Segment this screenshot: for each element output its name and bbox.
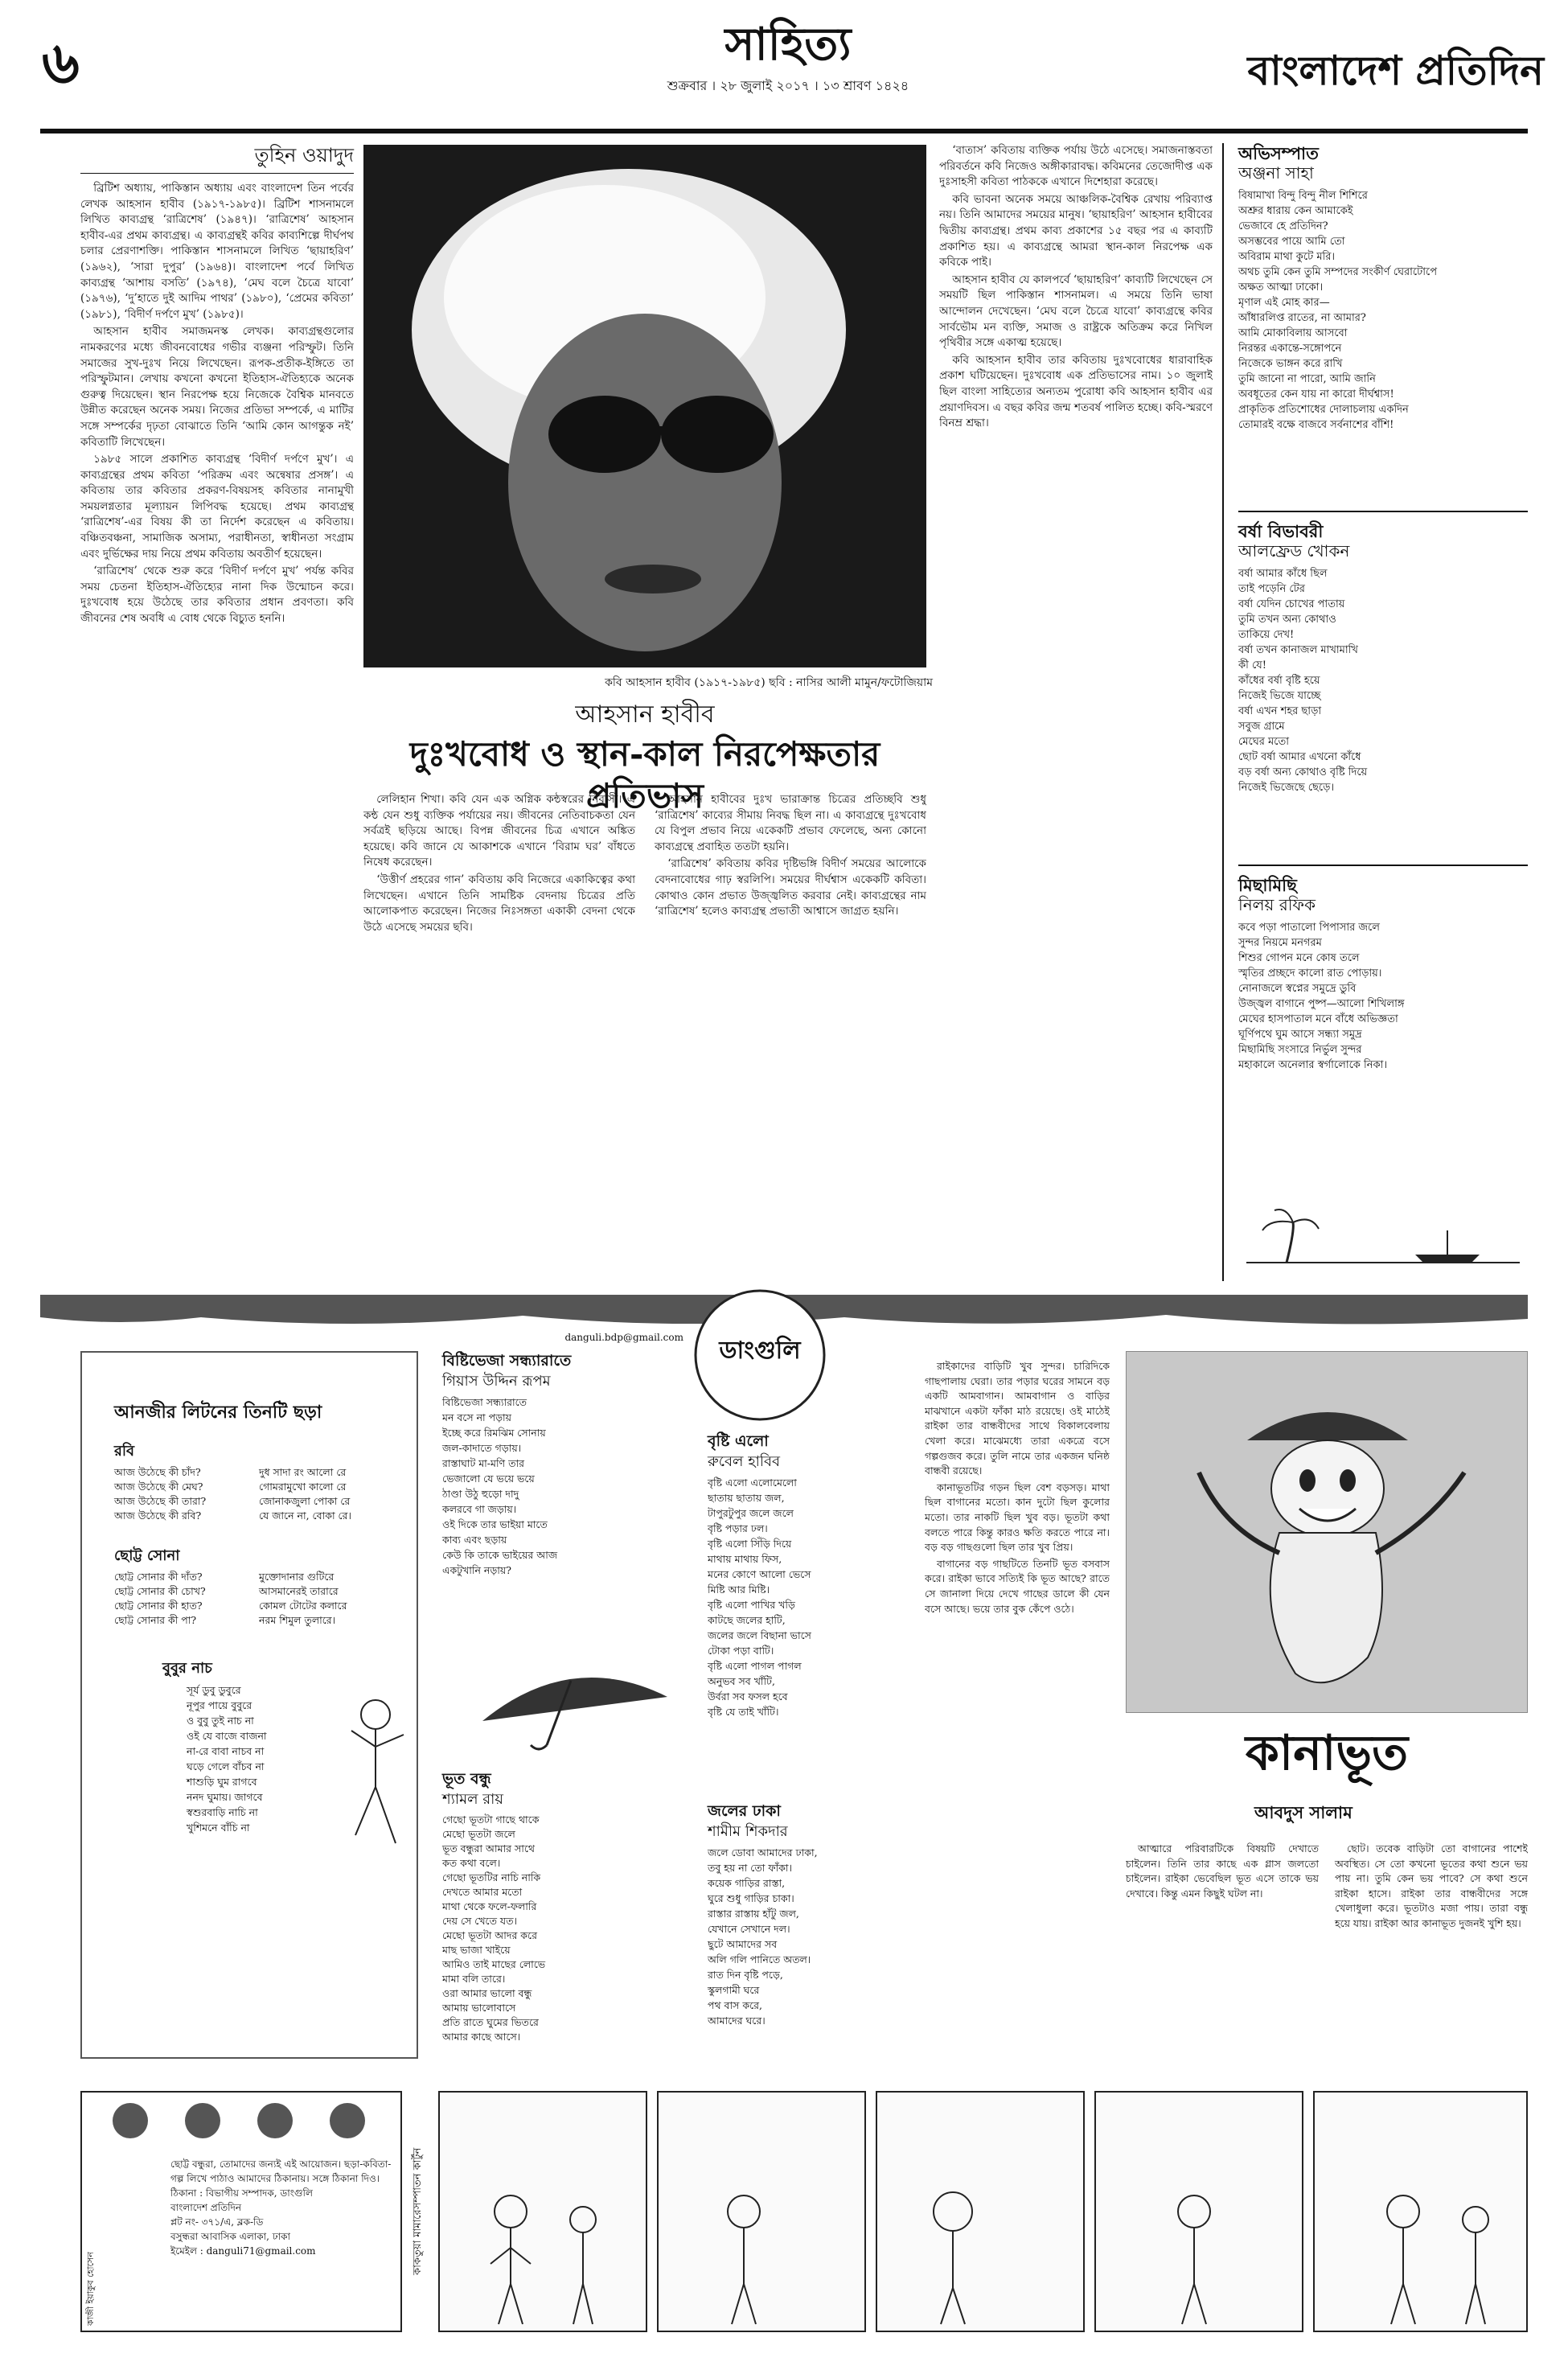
poet-photo <box>363 145 926 667</box>
poem-three-rhymes <box>80 1351 418 2059</box>
paragraph: ব্রিটিশ অধ্যায়, পাকিস্তান অধ্যায় এবং বাংলাদেশ তিন পর্বের লেখক আহসান হাবীব (১৯১৭-১৯৮৫)। ব্রিটিশ শাসনামলে লিখিত কাব্যগ্রন্থ ‘রাত্রিশেষ’ (১৯৪৭)। ‘রাত্রিশেষ’ আহসান হাবীব-এর প্রথম কাব্যগ্রন্থ। এ কাব্যগ্রন্থই কবির কাব্যশিল্পে দীর্ঘপথ চলার প্রেরণাশক্তি। পাকিস্তান শাসনামলে লিখিত ‘ছায়াহরিণ’ (১৯৬২), ‘সারা দুপুর’ (১৯৬৪)। বাংলাদেশ পর্বে লিখিত কাব্যগ্রন্থ ‘আশায় বসতি’ (১৯৭৪), ‘মেঘ বলে চৈত্রে যাবো’ (১৯৭৬), ‘দু’হাতে দুই আদিম পাথর’ (১৯৮০), ‘প্রেমের কবিতা’ (১৯৮১), ‘বিদীর্ণ দর্পণে মুখ’ (১৯৮৫)। <box>80 182 354 321</box>
paragraph: আহসান হাবীব সমাজমনস্ক লেখক। কাব্যগ্রন্থগুলোর নামকরণের মধ্যে জীবনবোধের গভীর ব্যঞ্জনা পরিস্ফুট। তিনি সমাজের সুখ-দুঃখ নিয়ে লিখেছেন। রূপক-প্রতীক-ইঙ্গিতে তা পরিস্ফুটমান। লেখায় কখনো কখনো ইতিহাস-ঐতিহ্যকে অনেক গুরুত্ব দিয়েছেন। স্থান নিরপেক্ষ হয়ে নিজেকে বৈশ্বিক মানবতে উন্নীত করেছেন অনেক সময়। নিজের প্রতিভা সম্পর্কে, এ মাটির সঙ্গে সম্পর্কের দৃঢ়তা বোঝাতে তিনি ‘আমি কোন আগন্তুক নই’ কবিতাটি লিখেছেন। <box>80 325 354 449</box>
paragraph: রাইকাদের বাড়িটি খুব সুন্দর। চারিদিকে গাছপালায় ঘেরা। তার পড়ার ঘরের সামনে বড় একটি আমবাগান। আমবাগান ও বাড়ির মাঝখানে একটা ফাঁকা মাঠ রয়েছে। ওই মাঠেই রাইকা তার বান্ধবীদের সাথে বিকালবেলায় খেলা করে। মাঝেমধ্যে তারা একত্রে বসে গল্পগুজব করে। তুলি নামে তার একজন ঘনিষ্ঠ বান্ধবী রয়েছে। <box>925 1360 1110 1477</box>
poem-author: রুবেল হাবিব <box>708 1453 781 1470</box>
rhyme-text: মুক্তোদানার গুটিরে আসমানেরই তারারে কোমল টোটের কলারে নরম শিমুল তুলারে। <box>259 1571 347 1626</box>
cartoon-strip-label: কাকতুয়া মামারেসম্পাতন কার্টুন <box>412 2147 424 2276</box>
poem-text: বিষ্টিভেজা সন্ধ্যারাতে মন বসে না পড়ায় ইচ্ছে করে রিমঝিম সোনায় জল-কাদাতে গড়ায়। রাস্তাঘাট মা-মণি তার ভেজালো যে ভয়ে ভয়ে ঠাণ্ডা উঠু হুড়ো দাদু কলরবে গা জড়ায়। ওই দিকে তার ভাইয়া মাতে কাব্য এবং ছড়ায় কেউ কি তাকে ভাইয়ের আজ একটুখানি নড়ায়? <box>442 1396 558 1576</box>
kids-email: danguli.bdp@gmail.com <box>564 1332 683 1343</box>
poem-text: বর্ষা আমার কাঁধে ছিল তাই পড়েনি টের বর্ষা যেদিন চোখের পাতায় তুমি তখন অন্য কোথাও তাকিয়ে দেখ! বর্ষা তখন কানাজল মাখামাখি কী যে! কাঁধের বর্ষা বৃষ্টি হয়ে নিজেই ভিজে যাচ্ছে বর্ষা এখন শহর ছাড়া সবুজ গ্রামে মেঘের মতো ছোট বর্ষা আমার এখনো কাঁধে বড় বর্ষা অন্য কোথাও বৃষ্টি দিয়ে নিজেই ভিজেছে ছেড়ে। <box>1238 568 1368 794</box>
poem-author: নিলয় রফিক <box>1238 895 1316 914</box>
paragraph: আত্মারে পরিবারটিকে বিষয়টি দেখাতে চাইলেন। তিনি তার কাছে এক গ্লাস জলতো চাইলেন। রাইকা ভেবেছিল ভূত এসে তাকে ভয় দেখাবে। কিন্তু এমন কিছুই ঘটল না। <box>1126 1842 1319 1900</box>
rhyme-text: আজ উঠেছে কী চাঁদ? আজ উঠেছে কী মেঘ? আজ উঠেছে কী তারা? আজ উঠেছে কী রবি? <box>114 1466 207 1522</box>
poem-text: কবে পড়া পাতালো পিপাসার জলে সুন্দর নিয়মে মনগরম শিশুর গোপন মনে কোষ তলে স্মৃতির প্রচ্ছদে কালো রাত পোড়ায়। নোনাজলে স্বপ্নের সমুদ্রে ডুবি উজ্জ্বল বাগানে পুষ্প—আলো শিখিলাঙ্গ মেঘের হাসপাতাল মনে বাঁধে অভিজ্ঞতা ঘূর্ণিপথে ঘুম আসে সন্ধ্যা সমুদ্র মিছামিছি সংসারে নির্ভুল সুন্দর মহাকালে অনেলার স্বর্গালোকে নিকা। <box>1238 922 1405 1071</box>
masthead-rule <box>40 129 1528 133</box>
paragraph: ‘রাত্রিশেষ’ কবিতায় কবির দৃষ্টিভঙ্গি বিদীর্ণ সময়ের আলোকে বেদনাবোধের গাঢ় স্বরলিপি। সময়ের দীর্ঘশ্বাস একেকটি কবিতা। কোথাও কোন প্রভাত উজ্জ্বলিত করবার নেই। কাব্যগ্রন্থের নাম ‘রাত্রিশেষ’ হলেও কাব্যগ্রন্থ প্রভাতী আশ্বাসে জাগ্রত হয়নি। <box>655 857 926 918</box>
poem-rainy-evening <box>442 1351 683 1624</box>
broken-umbrella-icon <box>450 1633 692 1753</box>
poem-author: অঞ্জনা সাহা <box>1238 163 1314 183</box>
poem-text: জলে ডোবা আমাদের ঢাকা, তবু হয় না তো ফাঁকা। কয়েক গাড়ির রাস্তা, ঘুরে শুধু গাড়ির চাকা। রাস্তার রাস্তায় হাঁটু জল, যেখানে সেখানে দল। ছুটে আমাদের সব অলি গলি পানিতে অতল। রাত দিন বৃষ্টি পড়ে, স্কুলগামী ঘরে পথ বাস করে, আমাদের ঘরে। <box>708 1846 818 2027</box>
paragraph: ‘রাত্রিশেষ’ থেকে শুরু করে ‘বিদীর্ণ দর্পণে মুখ’ পর্যন্ত কবির সময় চেতনা ইতিহাস-ঐতিহ্যের নানা দিক উন্মোচন করে। দুঃখবোধ হয়ে উঠেছে তার কবিতার প্রধান প্রবণতা। কবি জীবনের শেষ অবধি এ বোধ থেকে বিচ্যুত হননি। <box>80 565 354 626</box>
story-column-2 <box>1126 1842 1528 2067</box>
sidebar-poem-2 <box>1238 521 1528 859</box>
palm-island-icon <box>1238 1206 1528 1279</box>
poet-portrait-illustration <box>363 145 926 667</box>
essay-column-1 <box>80 181 354 1283</box>
paragraph: কানাভূতটির গড়ন ছিল বেশ বড়সড়। মাথা ছিল বাগানের মতো। কান দুটো ছিল কুলোর মতো। তার নাকটি ছিল খুব বড়। ভূতটা কথা বলতে পারে কিন্তু কারও ক্ষতি করতে পারে না। বড় বড় গাছগুলো ছিল তার খুব প্রিয়। <box>925 1481 1110 1554</box>
sidebar-divider <box>1222 143 1224 1281</box>
paragraph: আহসান হাবীবের দুঃখ ভারাক্রান্ত চিত্রের প্রতিচ্ছবি শুধু ‘রাত্রিশেষ’ কাব্যের সীমায় নিবদ্ধ ছিল না। এ কাব্যগ্রন্থে দুঃখবোধ যে বিপুল প্রভাব নিয়ে একেকটি প্রভাব ফেলেছে, অন্য কোনো কাব্যগ্রন্থে প্রবাহিত ততটা হয়নি। <box>655 793 926 853</box>
sidebar-rule <box>1238 865 1528 866</box>
poem-title: আনজীর লিটনের তিনটি ছড়া <box>114 1402 322 1423</box>
essay-headline: দুঃখবোধ ও স্থান-কাল নিরপেক্ষতার প্রতিভাস <box>409 734 880 815</box>
paragraph: ‘বাতাস’ কবিতায় ব্যক্তিক পর্যায় উঠে এসেছে। সমাজনাস্তবতা পরিবর্তনে কবি নিজেও অঙ্গীকারাবদ্ধ। কবিমনের তেজোদীপ্ত এক দুঃসাহসী কবিতা পাঠককে এখানে দিশেহারা করেছে। <box>939 144 1213 189</box>
paragraph: ‘উত্তীর্ণ প্রহরের গান’ কবিতায় কবি নিজেরে একাকিত্বের কথা লিখেছেন। এখানে তিনি সামষ্টিক বেদনায় চিত্রের প্রতি আলোকপাত করেছেন। নিজের নিঃসঙ্গতা একাকী বেদনা থেকে উঠে এসেছে সময়ের ছবি। <box>363 873 635 934</box>
story-column-1 <box>925 1359 1110 2067</box>
page-number: ৬ <box>42 28 80 97</box>
story-title: কানাভূত <box>1245 1725 1409 1781</box>
kids-characters-icon <box>82 2093 404 2149</box>
cartoon-strip <box>438 2091 1528 2332</box>
ghost-pirate-icon <box>1127 1352 1529 1714</box>
dancing-girl-icon <box>339 1690 412 1867</box>
poem-title: জলের ঢাকা <box>708 1802 781 1820</box>
poem-title: অভিসম্পাত <box>1238 143 1319 163</box>
photo-caption: কবি আহসান হাবীব (১৯১৭-১৯৮৫) ছবি : নাসির আলী মামুন/ফটোজিয়াম <box>605 676 933 689</box>
ghost-illustration <box>1126 1351 1528 1713</box>
sidebar-poem-3 <box>1238 875 1528 1197</box>
story-author: আবদুস সালাম <box>1254 1802 1353 1822</box>
poem-title: ভূত বন্ধু <box>442 1770 491 1788</box>
sidebar-rule <box>1238 511 1528 512</box>
umbrella-illustration <box>450 1633 692 1753</box>
poem-text: বৃষ্টি এলো এলোমেলো ছাতায় ছাতায় জল, টাপুরটুপুর জলে জলে বৃষ্টি পড়ার ঢল। বৃষ্টি এলো সিঁড়ি দিয়ে মাথায় মাথায় ফিস, মনের কোণে আলো ভেসে মিষ্টি আর মিষ্টি। বৃষ্টি এলো পাখির খড়ি কাটছে জলের হাটি, জলের জলে বিছানা ভাসে টোকা পড়া বাটি। বৃষ্টি এলো পাগল পাগল অনুভব সব খাঁটি, উর্বরা সব ফসল হবে বৃষ্টি যে তাই খাঁটি। <box>708 1477 811 1718</box>
rhyme-title: রবি <box>114 1443 135 1460</box>
rhyme-title: ছোট্ট সোনা <box>114 1547 180 1564</box>
submission-box <box>80 2091 402 2332</box>
poem-title: বিষ্টিভেজা সন্ধ্যারাতে <box>442 1352 572 1370</box>
essay-kicker: আহসান হাবীব <box>575 700 715 729</box>
rhyme-text: দুধ সাদা রং আলো রে গোমরামুখো কালো রে জোনাকজুলা পোকা রে যে জানে না, বোকা রে। <box>259 1466 351 1522</box>
rhyme-title: বুবুর নাচ <box>162 1660 212 1677</box>
newspaper-logo: বাংলাদেশ প্রতিদিন <box>1247 47 1544 94</box>
poem-ghost-friend <box>442 1769 683 2075</box>
paragraph: কবি আহসান হাবীব তার কবিতায় দুঃখবোধের ধারাবাহিক প্রকাশ ঘটিয়েছেন। দুঃখবোধ এক প্রতিভাসের নাম। ১০ জুলাই ছিল বাংলা সাহিত্যের অন্যতম পুরোধা কবি আহসান হাবীব এর প্রয়াণদিবস। এ বছর কবির জন্ম শতবর্ষ পালিত হচ্ছে। কবি-স্মরণে বিনম্র শ্রদ্ধা। <box>939 353 1213 430</box>
poem-author: শ্যামল রায় <box>442 1791 503 1808</box>
cartoon-figures-icon <box>438 2091 1528 2332</box>
author-rule <box>80 173 354 174</box>
poem-text: গেছো ভূতটা গাছে থাকে মেছো ভূতটা জলে ভূত বন্ধুরা আমার সাথে কত কথা বলে। গেছো ভূতটির নাচি নাকি দেখতে আমার মতো মাথা থেকে ফলে-ফলারি দেয় সে খেতে যত। মেছো ভূতটা আদর করে মাছ ভাজা খাইয়ে আমিও তাই মাছের লোভে মামা বলি তারে। ওরা আমার ভালো বন্ধু আমায় ভালোবাসে প্রতি রাতে ঘুমের ভিতরে আমার কাছে আসে। <box>442 1813 546 2043</box>
masthead <box>0 0 1568 129</box>
essay-author: তুহিন ওয়াদুদ <box>254 144 354 166</box>
poem-author: শামীম শিকদার <box>708 1823 788 1840</box>
poem-title: বর্ষা বিভাবরী <box>1238 521 1324 541</box>
section-title: সাহিত্য <box>724 18 852 71</box>
paragraph: আহসান হাবীব যে কালপর্বে ‘ছায়াহরিণ’ কাব্যটি লিখেছেন সে সময়টি ছিল পাকিস্তান শাসনামল। এ সময়ে তিনি ভাষা আন্দোলন দেখেছেন। ‘মেঘ বলে চৈত্রে যাবো’ কাব্যগ্রন্থে কবির সার্বভৌম মন ব্যক্তি, সমাজ ও রাষ্ট্রকে অতিক্রম করে নিখিল পৃথিবীর সঙ্গে একাত্ম হয়েছে। <box>939 273 1213 350</box>
island-illustration <box>1238 1206 1528 1279</box>
date-line: শুক্রবার । ২৮ জুলাই ২০১৭ । ১৩ শ্রাবণ ১৪২৪ <box>667 78 909 93</box>
submission-side-label: কাজী ইয়াকুব হোসেন <box>85 2252 96 2326</box>
poem-title: মিছামিছি <box>1238 875 1297 895</box>
poem-author: গিয়াস উদ্দিন রূপম <box>442 1373 551 1390</box>
rhyme-text: ছোট্ট সোনার কী দাঁত? ছোট্ট সোনার কী চোখ? ছোট্ট সোনার কী হাত? ছোট্ট সোনার কী পা? <box>114 1571 206 1626</box>
paragraph: লেলিহান শিখা। কবি যেন এক অগ্নিক কন্ঠস্বরের নিবাসী। এ কন্ঠ যেন শুধু ব্যক্তিক পর্যায়ের নয়। জীবনের নেতিবাচকতা যেন সর্বত্রই ছড়িয়ে আছে। বিপন্ন জীবনের চিত্র এখানে অঙ্কিত হয়েছে। কবি জানে যে আকাশকে এখানে ‘বিরাম ঘর’ বাঁধতে নিষেধ করেছেন। <box>363 793 635 869</box>
kids-logo-text: ডাংগুলি <box>719 1337 801 1365</box>
submission-text: ছোট্ট বন্ধুরা, তোমাদের জন্যই এই আয়োজন। ছড়া-কবিতা-গল্প লিখে পাঠাও আমাদের ঠিকানায়। সঙ্গে ঠিকানা দিও। ঠিকানা : বিভাগীয় সম্পাদক, ডাংগুলি বাংলাদেশ প্রতিদিন প্লট নং- ৩৭১/এ, ব্লক-ডি বসুন্ধরা আবাসিক এলাকা, ঢাকা ইমেইল : danguli71@gmail.com <box>170 2158 392 2257</box>
sidebar-poem-1 <box>1238 143 1528 505</box>
kids-logo <box>675 1287 844 1423</box>
paragraph: ছোট। তবেক বাড়িটা তো বাগানের পাশেই অবস্থিত। সে তো কখনো ভূতের কথা শুনে ভয় পায় না। তুমি কেন ভয় পাবে? সে কথা শুনে রাইকা হাসে। রাইকা তার বান্ধবীদের সঙ্গে খেলাধুলা করে। ভূতটাও মজা পায়। তারা বন্ধু হয়ে যায়। রাইকা আর কানাভূত দুজনই খুশি হয়। <box>1335 1842 1528 1929</box>
poem-rain-came <box>708 1431 909 1785</box>
rhyme-text: সূর্য ডুবু ডুবুরে নূপুর পায়ে বুবুরে ও বুবু তুই নাচ না ওই যে বাজে বাজনা না-রে বাবা নাচব না ঘড়ে গেলে বাঁচব না শাশুড়ি ঘুম রাগবে ননদ ঘুমায়। জাগবে স্বশুরবাড়ি নাচি না খুশিমনে বাঁচি না <box>187 1684 267 1834</box>
poem-text: বিষামাখা বিন্দু বিন্দু নীল শিশিরে অশ্রুর ধারায় কেন আমাকেই ভেজাবে হে প্রতিদিন? অসম্ভবের পায়ে আমি তো অবিরাম মাথা কুটে মরি। অথচ তুমি কেন তুমি সম্পদের সংকীর্ণ ঘেরাটোপে অক্ষত আত্মা ঢাকো। মৃণাল এই মোহ কার— আঁধারলিপ্ত রাতের, না আমার? আমি মোকাবিলায় আসবো নিরন্তর একান্তে-সঙ্গোপনে নিজেকে ভাঙ্গন করে রাখি তুমি জানো না পারো, আমি জানি অবধূতের কেন যায় না কারো দীর্ঘশ্বাস! প্রাকৃতিক প্রতিশোধের দোলাচলায় একদিন তোমারই বক্ষে বাজবে সর্বনাশের বাঁশি! <box>1238 190 1438 431</box>
essay-column-3 <box>939 143 1213 1283</box>
paragraph: বাগানের বড় গাছটিতে তিনটি ভূত বসবাস করে। রাইকা ভাবে সত্যিই কি ভূত আছে? রাতে সে জানালা দিয়ে দেখে গাছের ডালে কী যেন বসে আছে। ভয়ে তার বুক কেঁপে ওঠে। <box>925 1557 1110 1615</box>
poem-title: বৃষ্টি এলো <box>708 1432 769 1450</box>
essay-column-2 <box>363 792 926 1283</box>
poem-water-dhaka <box>708 1801 909 2067</box>
paragraph: ১৯৮৫ সালে প্রকাশিত কাব্যগ্রন্থ ‘বিদীর্ণ দর্পণে মুখ’। এ কাব্যগ্রন্থের প্রথম কবিতা ‘পরিক্রম এবং অন্বেষার প্রসঙ্গ’। এ কবিতায় তার কবিতার প্রকরণ-বিষয়সহ কবিতার নানামুখী সময়লগ্নতার মূল্যায়ন লিপিবদ্ধ হয়েছে। প্রথম কাব্যগ্রন্থ ‘রাত্রিশেষ’-এর বিষয় কী তা নির্দেশ করেছেন এ কবিতায়। বঞ্চিতবঞ্চনা, সামাজিক অসাম্য, পরাধীনতা, স্বাধীনতা সংগ্রাম এবং দুর্ভিক্ষের দায় নিয়ে প্রথম কবিতায় অবতীর্ণ হয়েছেন। <box>80 453 354 561</box>
poem-author: আলফ্রেড খোকন <box>1238 541 1350 561</box>
paragraph: কবি ভাবনা অনেক সময়ে আঞ্চলিক-বৈশ্বিক রেখায় পরিব্যাপ্ত নয়। তিনি আমাদের সময়ের মানুষ। ‘ছায়াহরিণ’ আহসান হাবীবের দ্বিতীয় কাব্যগ্রন্থ। প্রথম কাব্য প্রকাশের ১৫ বছর পর এ কাব্যটি প্রকাশিত হয়। এ কাব্যগ্রন্থে আমরা স্থান-কাল নিরপেক্ষ এক কবিকে পাই। <box>939 192 1213 269</box>
